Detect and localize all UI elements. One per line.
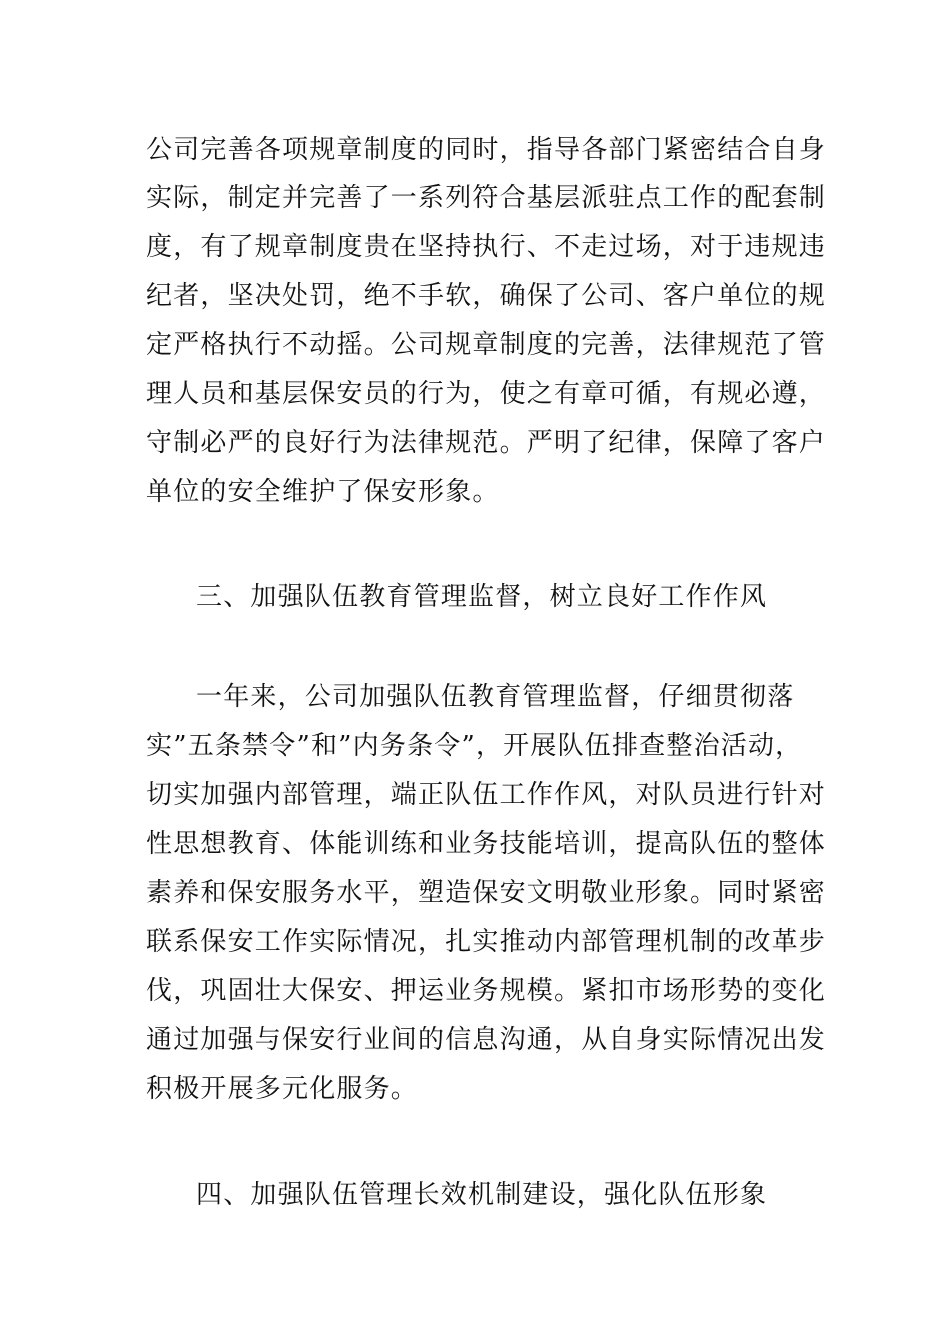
paragraph-line: 守制必严的良好行为法律规范。严明了纪律，保障了客户 [146,428,827,458]
paragraph-line: 纪者，坚决处罚，绝不手软，确保了公司、客户单位的规 [146,281,827,311]
paragraph-line: 积极开展多元化服务。 [146,1074,419,1104]
paragraph-line: 理人员和基层保安员的行为，使之有章可循，有规必遵， [146,379,827,409]
paragraph-line: 切实加强内部管理，端正队伍工作作风，对队员进行针对 [146,780,827,810]
paragraph-line: 单位的安全维护了保安形象。 [146,477,500,507]
paragraph-line: 度，有了规章制度贵在坚持执行、不走过场，对于违规违 [146,232,827,262]
paragraph-line: 通过加强与保安行业间的信息沟通，从自身实际情况出发 [146,1025,827,1055]
paragraph-line: 联系保安工作实际情况，扎实推动内部管理机制的改革步 [146,927,827,957]
paragraph-line: 性思想教育、体能训练和业务技能培训，提高队伍的整体 [146,829,827,859]
paragraph-line: 素养和保安服务水平，塑造保安文明敬业形象。同时紧密 [146,878,827,908]
paragraph-line: 一年来，公司加强队伍教育管理监督，仔细贯彻落 [196,682,795,712]
paragraph-line: 定严格执行不动摇。公司规章制度的完善，法律规范了管 [146,330,827,360]
section-heading-4: 四、加强队伍管理长效机制建设，强化队伍形象 [196,1180,768,1210]
paragraph-line: 公司完善各项规章制度的同时，指导各部门紧密结合自身 [146,135,827,165]
paragraph-line: 实际，制定并完善了一系列符合基层派驻点工作的配套制 [146,183,827,213]
section-heading-3: 三、加强队伍教育管理监督，树立良好工作作风 [196,582,768,612]
paragraph-line: 伐，巩固壮大保安、押运业务规模。紧扣市场形势的变化 [146,976,827,1006]
paragraph-line: 实”五条禁令”和”内务条令”，开展队伍排查整治活动， [146,731,803,761]
